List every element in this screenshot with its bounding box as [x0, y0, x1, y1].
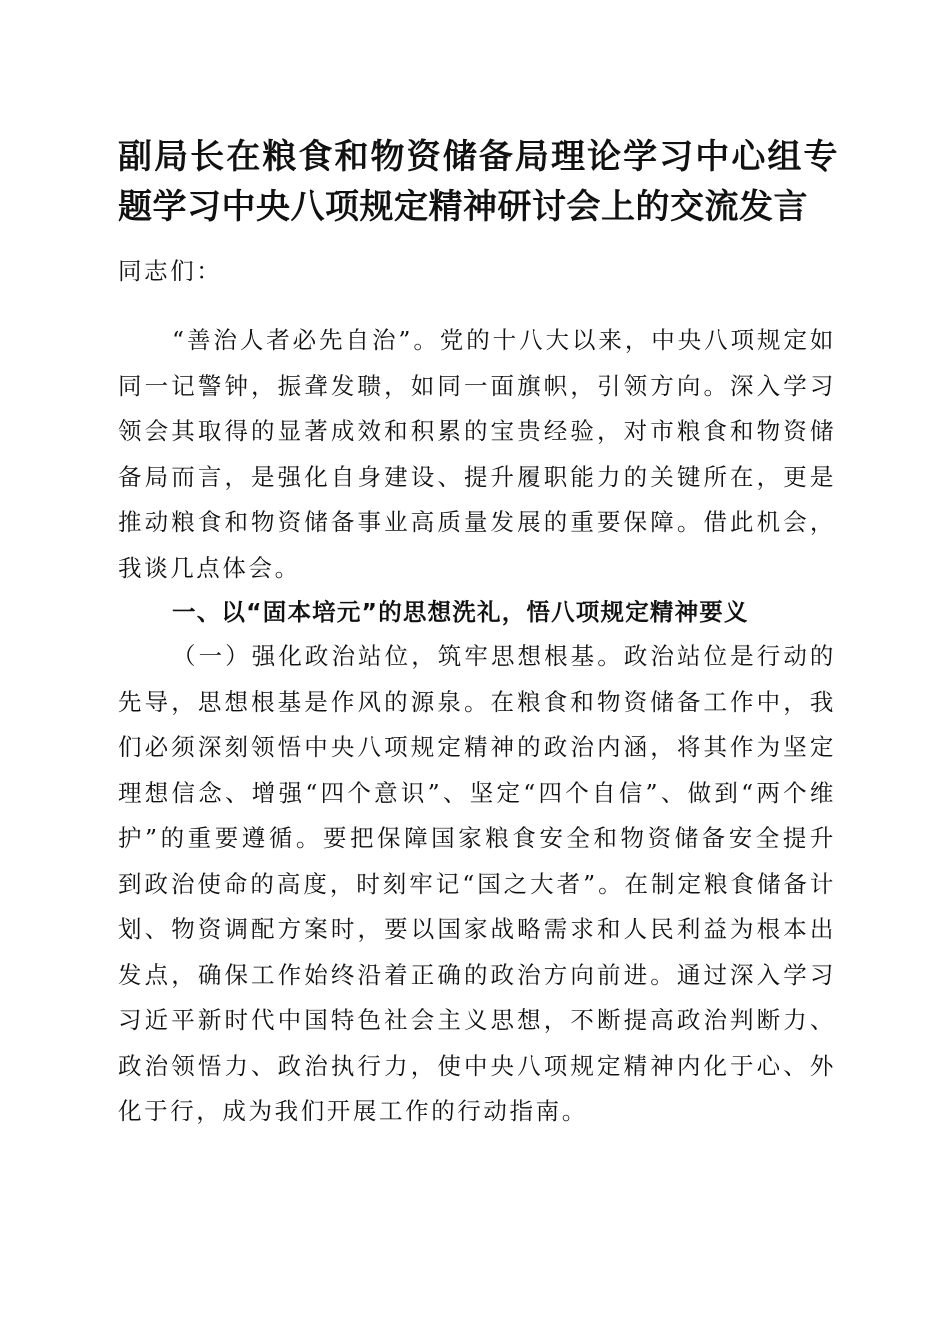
subsection-paragraph: [118, 634, 836, 1135]
document-title: 副局长在粮食和物资储备局理论学习中心组专题学习中央八项规定精神研讨会上的交流发言: [118, 137, 838, 227]
subsection-body: 政治站位是行动的先导，思想根基是作风的源泉。在粮食和物资储备工作中，我们必须深刻领悟中央八项规定精神的政治内涵，将其作为坚定理想信念、增强“四个意识”、坚定“四个自信”、做到“两个维护”的重要遵循。要把保障国家粮食安全和物资储备安全提升到政治使命的高度，时刻牢记“国之大者”。在制定粮食储备计划、物资调配方案时，要以国家战略需求和人民利益为根本出发点，确保工作始终沿着正确的政治方向前进。通过深入学习习近平新时代中国特色社会主义思想，不断提高政治判断力、政治领悟力、政治执行力，使中央八项规定精神内化于心、外化于行，成为我们开展工作的行动指南。: [118, 642, 836, 1125]
salutation: 同志们：: [118, 257, 223, 285]
subsection-lead: （一）强化政治站位，筑牢思想根基。: [172, 642, 624, 670]
intro-paragraph: “善治人者必先自治”。党的十八大以来，中央八项规定如同一记警钟，振聋发聩，如同一面旗帜，引领方向。深入学习领会其取得的显著成效和积累的宝贵经验，对市粮食和物资储备局而言，是强化自身建设、提升履职能力的关键所在，更是推动粮食和物资储备事业高质量发展的重要保障。借此机会，我谈几点体会。: [118, 326, 836, 582]
section-heading: 一、以“固本培元”的思想洗礼，悟八项规定精神要义: [172, 598, 749, 626]
